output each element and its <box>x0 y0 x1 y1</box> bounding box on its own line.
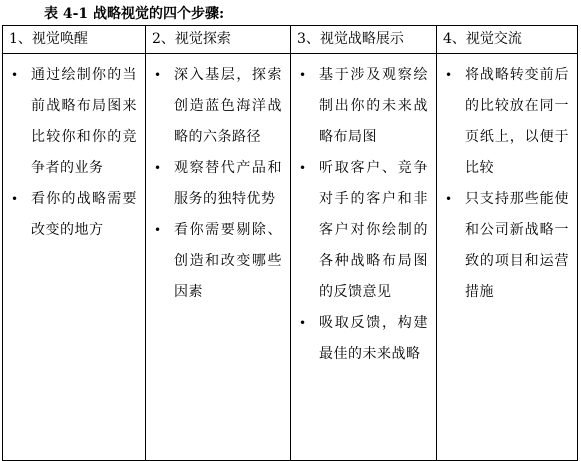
column-header-visual-strategy-fair: 3、视觉战略展示 <box>291 26 437 54</box>
list-item <box>291 153 436 308</box>
list-item-text: 看你需要剔除、创造和改变哪些因素 <box>174 222 282 300</box>
list-item-text: 通过绘制你的当前战略布局图来比较你和你的竞争者的业务 <box>31 67 137 176</box>
bullet-icon: • <box>299 68 307 82</box>
list-item-text: 观察替代产品和服务的独特优势 <box>174 160 282 207</box>
list-item-text: 吸取反馈，构建最佳的未来战略 <box>319 315 428 362</box>
bullet-icon: • <box>154 68 162 82</box>
bullet-list <box>146 54 290 308</box>
list-item <box>146 153 290 215</box>
bullet-icon: • <box>299 161 307 175</box>
list-item-text: 将战略转变前后的比较放在同一页纸上，以便于比较 <box>465 67 569 176</box>
list-item-text: 听取客户、竞争对手的客户和非客户对你绘制的各种战略布局图的反馈意见 <box>319 160 428 300</box>
bullet-icon: • <box>154 161 162 175</box>
table-caption: 表 4-1 战略视觉的四个步骤: <box>44 6 225 22</box>
table-header-row <box>3 26 578 54</box>
bullet-icon: • <box>445 68 453 82</box>
column-header-visual-communication: 4、视觉交流 <box>437 26 578 54</box>
column-cell-visual-awakening <box>3 54 146 461</box>
list-item <box>146 60 290 153</box>
table-body-row <box>3 54 578 461</box>
bullet-list <box>291 54 436 370</box>
list-item <box>291 60 436 153</box>
list-item <box>3 184 145 246</box>
bullet-list <box>437 54 577 308</box>
list-item-text: 深入基层，探索创造蓝色海洋战略的六条路径 <box>174 67 282 145</box>
list-item <box>146 215 290 308</box>
column-cell-visual-strategy-fair <box>291 54 437 461</box>
bullet-icon: • <box>445 192 453 206</box>
bullet-icon: • <box>154 223 162 237</box>
list-item-text: 基于涉及观察绘制出你的未来战略布局图 <box>319 67 428 145</box>
column-header-visual-exploration: 2、视觉探索 <box>146 26 291 54</box>
list-item <box>437 184 577 308</box>
column-cell-visual-communication <box>437 54 578 461</box>
bullet-icon: • <box>11 192 19 206</box>
list-item <box>437 60 577 184</box>
bullet-icon: • <box>11 68 19 82</box>
list-item-text: 只支持那些能使和公司新战略一致的项目和运营措施 <box>465 191 569 300</box>
column-header-visual-awakening: 1、视觉唤醒 <box>3 26 146 54</box>
list-item-text: 看你的战略需要改变的地方 <box>31 191 137 238</box>
strategy-steps-table <box>2 25 578 461</box>
list-item <box>3 60 145 184</box>
bullet-icon: • <box>299 316 307 330</box>
bullet-list <box>3 54 145 246</box>
column-cell-visual-exploration <box>146 54 291 461</box>
list-item <box>291 308 436 370</box>
